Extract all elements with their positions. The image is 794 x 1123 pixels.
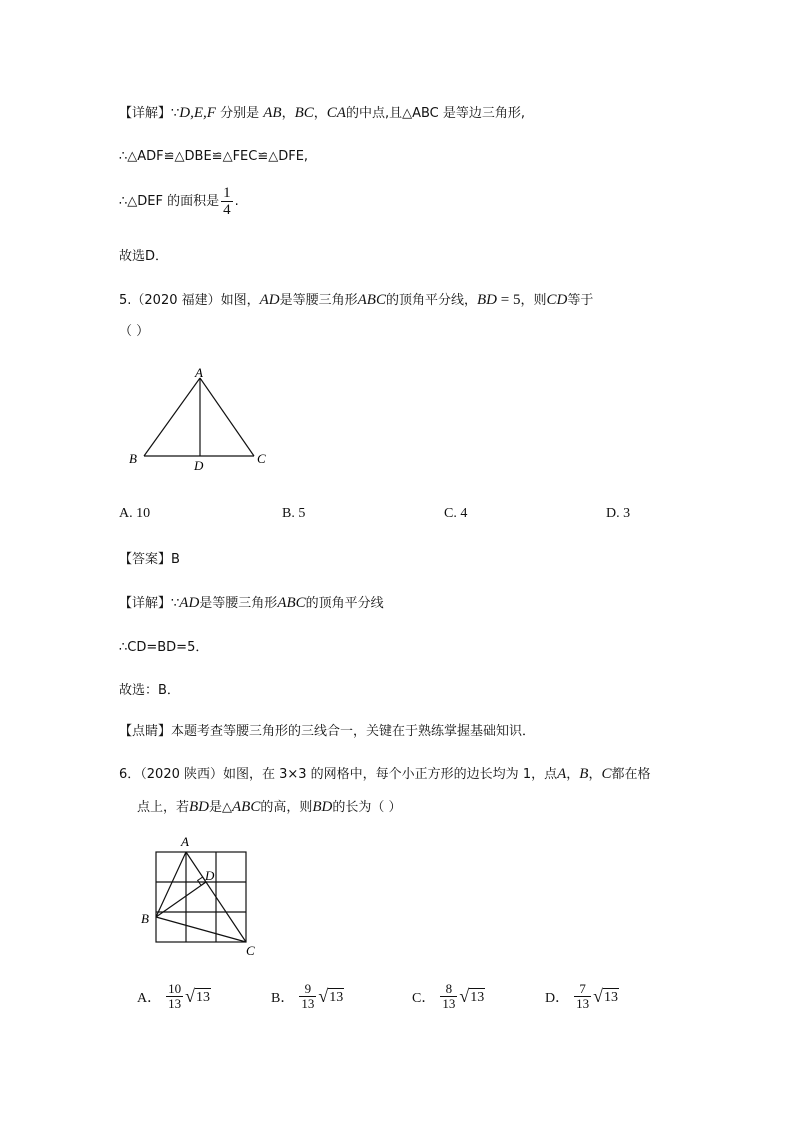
- vertex-label-b: B: [141, 911, 149, 926]
- segment-ca: CA: [326, 105, 346, 121]
- point-b: B: [579, 766, 589, 782]
- fraction-numerator: 1: [223, 185, 231, 201]
- choice-fraction: [574, 982, 591, 1011]
- vertex-label-a: A: [195, 365, 203, 380]
- choice-a: [137, 982, 211, 1011]
- question-5-paren: （ ）: [119, 324, 150, 339]
- vertex-label-a: A: [181, 834, 189, 849]
- fraction-denominator: 13: [576, 996, 590, 1011]
- fraction-denominator: 13: [301, 996, 315, 1011]
- option-b: B. 5: [282, 506, 306, 521]
- radicand: 13: [604, 990, 619, 1005]
- triangle-abc: ABC: [277, 595, 306, 611]
- question-5-text: [119, 290, 593, 311]
- segment-bd: BD: [189, 799, 210, 815]
- choose-d-line: 故选D．: [119, 249, 169, 264]
- segment-bd: BD: [312, 799, 333, 815]
- detail-tag: 【详解】: [119, 596, 172, 611]
- option-a: A. 10: [119, 506, 151, 521]
- text-segment: 是△: [209, 800, 233, 815]
- text-segment: 等于: [567, 293, 594, 308]
- radical-sign: √: [318, 986, 329, 1006]
- detail-tag: 【详解】: [119, 106, 172, 121]
- text-segment: 6．（2020 陕西）如图，在 3×3 的网格中，每个小正方形的边长均为 1，点: [119, 767, 558, 782]
- vertex-label-d: D: [194, 458, 204, 473]
- comma: ，: [566, 767, 580, 782]
- radical-sign: √: [185, 986, 196, 1006]
- radicand: 13: [470, 990, 485, 1005]
- triangle-figure-q5: [120, 362, 280, 474]
- fraction-denominator: 4: [223, 202, 231, 218]
- comma: ，: [281, 106, 295, 121]
- choose-b-line: 故选：B．: [119, 683, 180, 698]
- sqrt-expression: [318, 986, 344, 1007]
- segment-ad: AD: [179, 595, 200, 611]
- text-segment: 的中点,且△ABC 是等边三角形,: [345, 106, 526, 121]
- choice-b: [271, 982, 344, 1011]
- comment-text: 本题考查等腰三角形的三线合一，关键在于熟练掌握基础知识．: [171, 724, 536, 739]
- comment-tag: 【点睛】: [119, 724, 172, 739]
- triangle-abc: ABC: [232, 799, 261, 815]
- text-segment: 点上，若: [137, 800, 190, 815]
- period: .: [234, 193, 239, 209]
- detail-line-1: [119, 103, 525, 124]
- vertex-label-c: C: [257, 451, 266, 466]
- comment-line: [119, 722, 535, 742]
- triangle-lines: [156, 852, 246, 942]
- segment-cd: CD: [546, 292, 568, 308]
- question-6-line-1: [119, 764, 651, 785]
- fraction-numerator: 9: [304, 981, 312, 996]
- text-segment: 的长为（ ）: [332, 800, 402, 815]
- edge-ab: [144, 378, 200, 456]
- answer-value: B: [171, 552, 180, 567]
- vertex-label-b: B: [129, 451, 137, 466]
- comma: ，: [588, 767, 602, 782]
- cd-equals-line: ∴CD=BD=5．: [119, 640, 209, 655]
- choice-d: [545, 982, 619, 1011]
- text-segment: 是等腰三角形: [279, 293, 358, 308]
- q5-prefix: 5.（2020 福建）如图，: [119, 293, 260, 308]
- choice-label: D．: [545, 990, 570, 1006]
- because-symbol: ∵: [171, 106, 180, 121]
- vertex-label-c: C: [246, 943, 255, 958]
- choice-fraction: [440, 982, 457, 1011]
- fraction-numerator: 7: [579, 981, 586, 996]
- detail-line-2: [119, 593, 384, 614]
- vertex-label-d: D: [205, 868, 215, 883]
- text-segment: 的顶角平分线，: [385, 293, 477, 308]
- text-segment: 的顶角平分线: [305, 596, 384, 611]
- text-segment: 都在格: [611, 767, 651, 782]
- answer-tag: 【答案】: [119, 552, 172, 567]
- area-text: ∴△DEF 的面积是: [119, 193, 220, 209]
- choice-fraction: [299, 982, 316, 1011]
- segment-ad: AD: [259, 292, 280, 308]
- choice-label: B．: [271, 990, 295, 1006]
- radicand: 13: [329, 990, 344, 1005]
- radical-sign: √: [459, 986, 470, 1006]
- option-d: D. 3: [606, 506, 631, 521]
- answer-line: [119, 550, 180, 570]
- segment-bd: BD: [477, 292, 497, 308]
- triangle-abc: ABC: [357, 292, 386, 308]
- radical-sign: √: [593, 986, 604, 1006]
- fraction-denominator: 13: [442, 996, 456, 1011]
- area-fraction: [221, 185, 233, 218]
- grid-figure-q6: [135, 832, 265, 962]
- edge-ac: [200, 378, 254, 456]
- text-segment: 分别是: [220, 106, 260, 121]
- choice-label: A．: [137, 990, 162, 1006]
- sqrt-expression: [185, 986, 211, 1007]
- choice-label: C．: [412, 990, 436, 1006]
- area-line: [119, 185, 239, 218]
- congruence-line: ∴△ADF≌△DBE≌△FEC≌△DFE,: [119, 149, 309, 164]
- sqrt-expression: [593, 986, 619, 1007]
- grid-lines: [156, 852, 246, 942]
- question-6-line-2: [137, 797, 402, 818]
- points-def: D,E,F: [179, 105, 216, 121]
- choice-c: [412, 982, 485, 1011]
- sqrt-expression: [459, 986, 485, 1007]
- choice-fraction: [166, 982, 183, 1011]
- comma: ，: [313, 106, 327, 121]
- equation-value: = 5: [497, 292, 521, 308]
- fraction-numerator: 10: [168, 981, 182, 996]
- text-segment: ，则: [520, 293, 547, 308]
- option-c: C. 4: [444, 506, 468, 521]
- segment-ab: AB: [263, 105, 282, 121]
- fraction-denominator: 13: [168, 996, 182, 1011]
- because-symbol: ∵: [171, 596, 180, 611]
- point-c: C: [601, 766, 612, 782]
- point-a: A: [557, 766, 567, 782]
- radicand: 13: [196, 990, 211, 1005]
- text-segment: 的高，则: [260, 800, 313, 815]
- text-segment: 是等腰三角形: [199, 596, 278, 611]
- fraction-numerator: 8: [445, 981, 453, 996]
- segment-bc: BC: [294, 105, 314, 121]
